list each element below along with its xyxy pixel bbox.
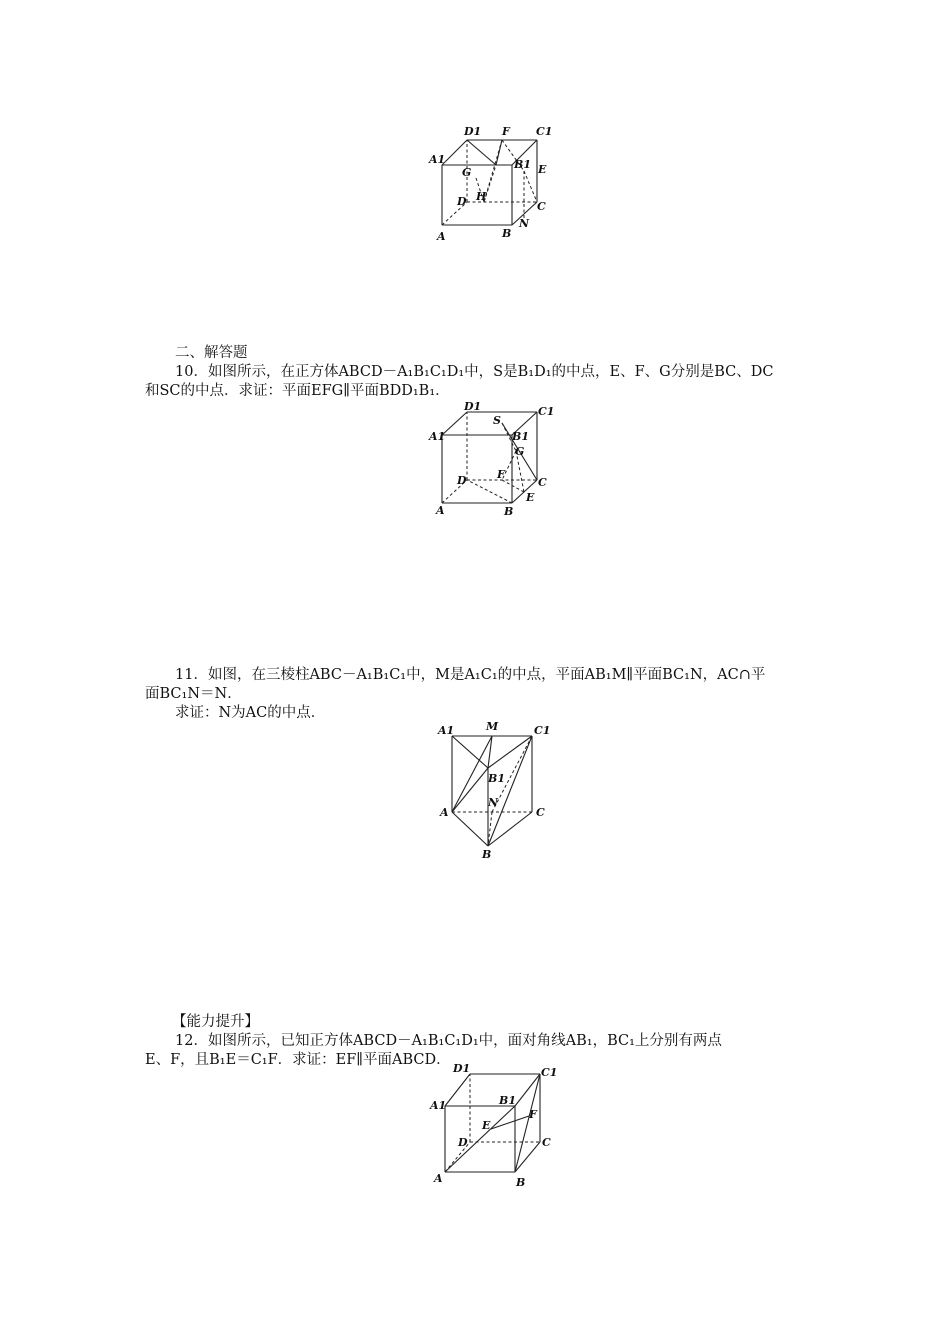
label-C1: C1	[536, 125, 553, 138]
question-10-line2: 和SC的中点．求证：平面EFG∥平面BDD₁B₁．	[145, 383, 450, 399]
label-C1: C1	[538, 405, 555, 418]
label-A: A	[436, 504, 445, 517]
label-F: F	[502, 125, 510, 138]
label-D: D	[457, 474, 467, 487]
figure-cube-q12	[425, 1062, 565, 1192]
label-C1: C1	[534, 724, 551, 737]
label-A: A	[437, 230, 446, 243]
label-B1: B1	[488, 772, 505, 785]
label-A1: A1	[438, 724, 455, 737]
label-G: G	[515, 445, 525, 458]
label-A1: A1	[429, 430, 446, 443]
label-A1: A1	[430, 1099, 447, 1112]
label-N: N	[488, 796, 499, 809]
label-D1: D1	[464, 125, 482, 138]
label-D1: D1	[464, 400, 482, 413]
label-M: M	[486, 720, 499, 733]
label-A: A	[440, 806, 449, 819]
question-11-line3: 求证：N为AC的中点．	[175, 705, 326, 721]
label-E: E	[482, 1119, 491, 1132]
figure-cube-q9	[420, 120, 560, 245]
figure-cube-q10	[420, 400, 560, 520]
label-D1: D1	[453, 1062, 471, 1075]
label-B: B	[502, 227, 512, 240]
label-C1: C1	[541, 1066, 558, 1079]
label-C: C	[536, 806, 545, 819]
label-C: C	[537, 200, 546, 213]
label-C: C	[542, 1136, 551, 1149]
label-B: B	[516, 1176, 526, 1189]
label-S: S	[493, 414, 501, 427]
label-D: D	[457, 195, 467, 208]
label-A: A	[434, 1172, 443, 1185]
label-F: F	[529, 1108, 537, 1121]
label-E: E	[538, 163, 547, 176]
question-12-line1: 12．如图所示，已知正方体ABCD－A₁B₁C₁D₁中，面对角线AB₁，BC₁上分别有两点	[175, 1033, 722, 1049]
label-B1: B1	[514, 158, 531, 171]
label-B: B	[482, 848, 492, 861]
question-11-line1: 11．如图，在三棱柱ABC－A₁B₁C₁中，M是A₁C₁的中点，平面AB₁M∥平面BC₁N，AC∩平	[175, 667, 766, 683]
label-H: H	[476, 190, 487, 203]
question-10-line1: 10．如图所示，在正方体ABCD－A₁B₁C₁D₁中，S是B₁D₁的中点，E、F、G分别是BC、DC	[175, 364, 774, 380]
section-heading: 二、解答题	[175, 345, 248, 361]
question-11-line2: 面BC₁N＝N．	[145, 686, 242, 702]
question-12-line2: E、F，且B₁E＝C₁F．求证：EF∥平面ABCD．	[145, 1052, 451, 1068]
label-E: E	[526, 491, 535, 504]
label-C: C	[538, 476, 547, 489]
label-G: G	[462, 166, 472, 179]
label-B1: B1	[512, 430, 529, 443]
label-D: D	[458, 1136, 468, 1149]
label-F: F	[497, 468, 505, 481]
ability-heading: 【能力提升】	[172, 1014, 259, 1030]
label-B1: B1	[499, 1094, 516, 1107]
label-N: N	[519, 217, 530, 230]
label-B: B	[504, 505, 514, 518]
figure-prism-q11	[430, 720, 560, 860]
label-A1: A1	[429, 153, 446, 166]
